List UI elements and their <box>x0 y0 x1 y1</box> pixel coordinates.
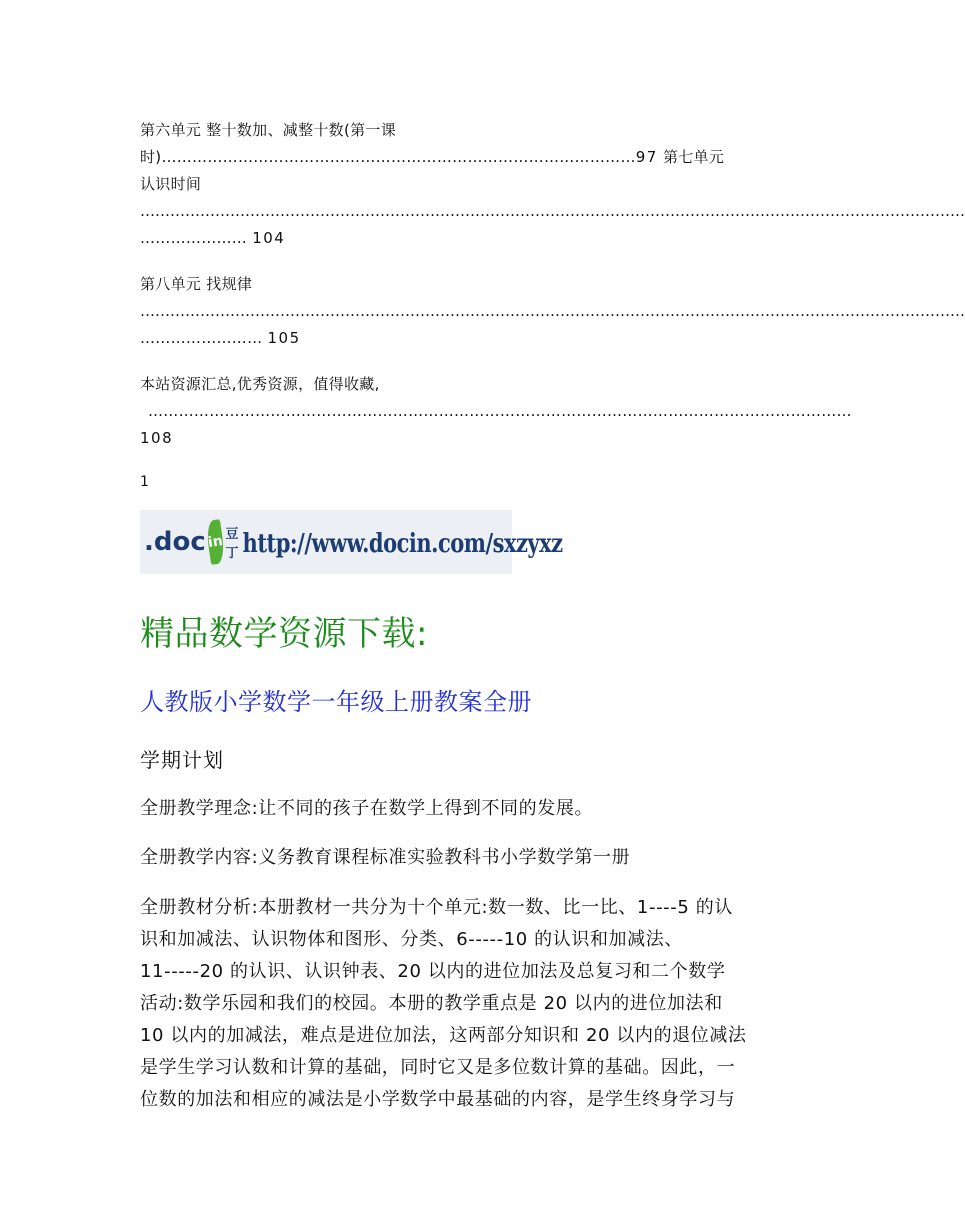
page-number: 1 <box>140 474 150 490</box>
docin-logo-text: .doc <box>144 527 206 557</box>
toc-leader-dots: ………………………………………………………………………………………………………………………………………………… <box>140 302 965 320</box>
paragraph-line: 是学生学习认数和计算的基础，同时它又是多位数计算的基础。因此，一 <box>140 1057 736 1078</box>
toc-unit8-page: 105 <box>267 329 301 347</box>
teaching-philosophy: 全册教学理念:让不同的孩子在数学上得到不同的发展。 <box>140 798 594 819</box>
toc-unit8-title: 第八单元 找规律 <box>140 275 253 293</box>
toc-leader-dots: ………………………………………………………………………………… <box>161 148 636 166</box>
toc-unit6-title: 第六单元 整十数加、减整十数(第一课 <box>140 121 397 139</box>
paragraph-line: 活动:数学乐园和我们的校园。本册的教学重点是 20 以内的进位加法和 <box>140 993 723 1014</box>
toc-leader-dots: ………………………………………………………………………………………………………………………… <box>148 402 852 420</box>
paragraph-line: 11-----20 的认识、认识钟表、20 以内的进位加法及总复习和二个数学 <box>140 961 726 982</box>
docin-url[interactable]: http://www.docin.com/sxzyxz <box>242 526 563 558</box>
docin-cn-text: 豆丁 <box>225 527 239 561</box>
paragraph-line: 识和加减法、认识物体和图形、分类、6-----10 的认识和加减法、 <box>140 929 683 950</box>
toc-unit7-leader-line <box>140 228 285 248</box>
toc-unit7-title: 第七单元 <box>662 148 725 166</box>
toc-site-title: 本站资源汇总,优秀资源，值得收藏, <box>140 375 380 393</box>
toc-unit6-leader-line <box>140 147 812 167</box>
teaching-content: 全册教学内容:义务教育课程标准实验教科书小学数学第一册 <box>140 847 631 868</box>
toc-leader-dots: ………………………………………………………………………………………………………………………………………………… <box>140 202 965 220</box>
paragraph-line: 全册教材分析:本册教材一共分为十个单元:数一数、比一比、1----5 的认 <box>140 897 733 918</box>
section-heading: 学期计划 <box>140 748 224 772</box>
resource-download-heading: 精品数学资源下载: <box>140 614 428 654</box>
toc-unit6-page: 97 <box>635 148 658 166</box>
toc-leader-dots: ………………… <box>140 229 248 247</box>
paragraph-line: 10 以内的加减法，难点是进位加法，这两部分知识和 20 以内的退位减法 <box>140 1025 747 1046</box>
document-title: 人教版小学数学一年级上册教案全册 <box>140 688 532 716</box>
toc-unit7-subtitle: 认识时间 <box>140 175 202 193</box>
toc-unit8-leader-line <box>140 328 301 348</box>
toc-unit7-page: 104 <box>252 229 286 247</box>
paragraph-line: 位数的加法和相应的减法是小学数学中最基础的内容，是学生终身学习与 <box>140 1089 736 1110</box>
docin-logo-banner[interactable] <box>140 510 563 574</box>
toc-leader-dots: …………………… <box>140 329 263 347</box>
toc-unit6-title-cont: 时) <box>140 148 162 166</box>
docin-leaf-icon: in <box>205 519 226 565</box>
toc-site-page: 108 <box>140 429 174 447</box>
